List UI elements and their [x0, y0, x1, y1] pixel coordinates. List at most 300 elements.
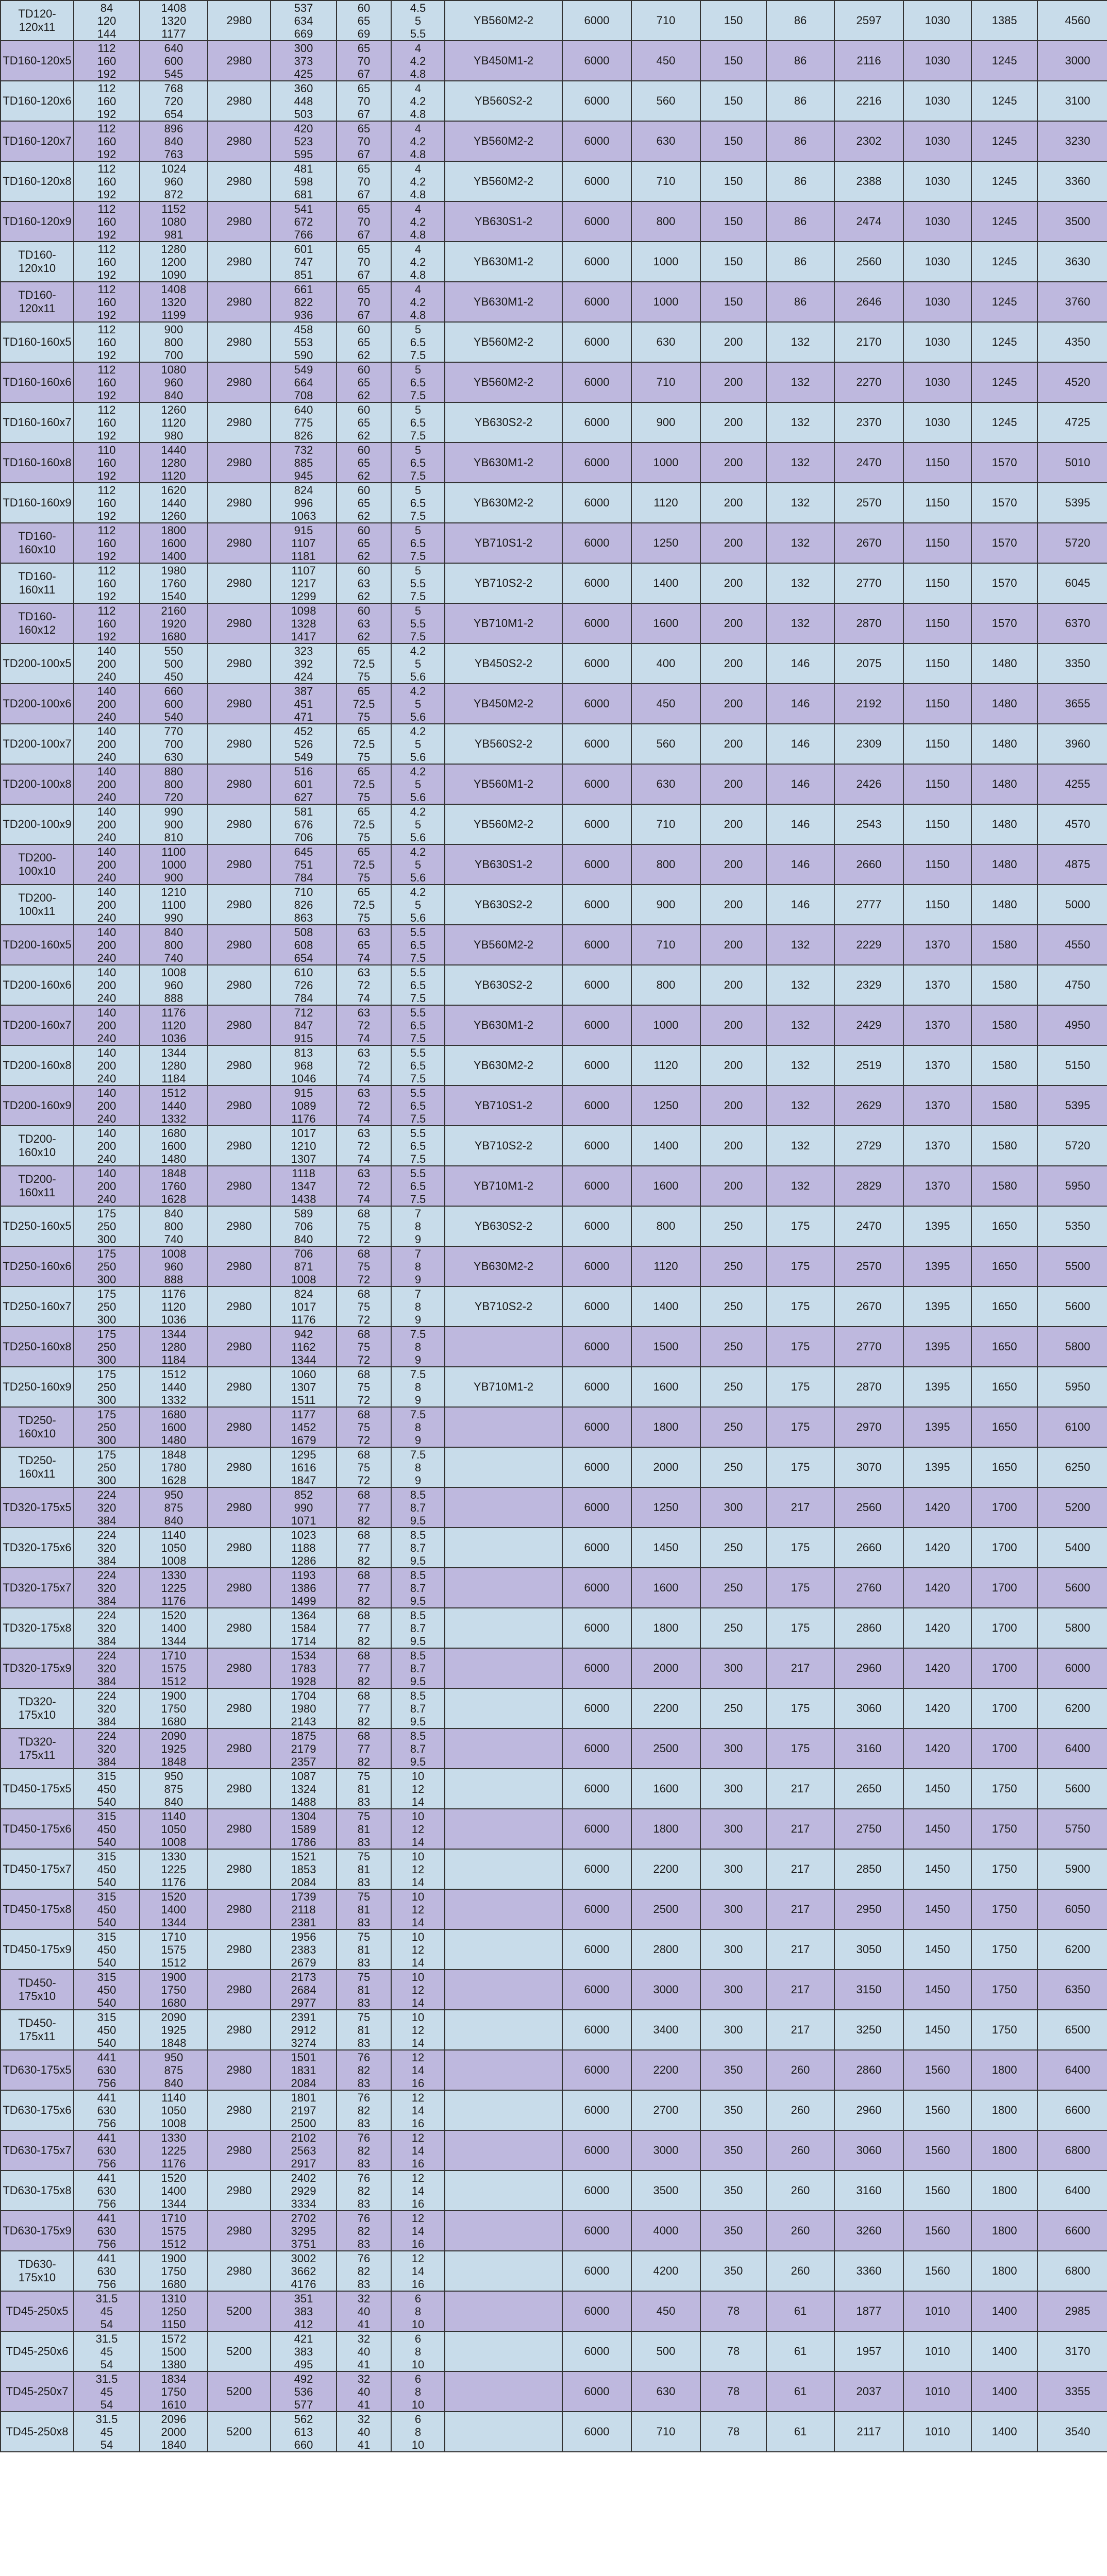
cell-power: 1801 2197 2500: [271, 2090, 337, 2130]
cell-width: 1150: [903, 523, 971, 563]
cell-length: 3050: [834, 1929, 903, 1970]
cell-flow: 112 160 192: [74, 322, 140, 362]
cell-discharge-dia: 260: [766, 2211, 834, 2251]
cell-speed: 2980: [208, 1246, 271, 1286]
cell-speed: 2980: [208, 1929, 271, 1970]
cell-length: 2629: [834, 1086, 903, 1126]
cell-width: 1395: [903, 1246, 971, 1286]
cell-motor-model: YB710S2-2: [445, 1286, 562, 1327]
cell-efficiency: 60 65 69: [337, 1, 391, 41]
cell-length: 2560: [834, 242, 903, 282]
cell-width: 1420: [903, 1487, 971, 1528]
cell-model: TD450-175x8: [1, 1889, 74, 1929]
cell-efficiency: 75 81 83: [337, 1929, 391, 1970]
cell-voltage: 6000: [562, 242, 631, 282]
cell-motor-power: 560: [631, 81, 700, 121]
cell-efficiency: 60 65 62: [337, 322, 391, 362]
cell-npsh: 5.5 6.5 7.5: [391, 1086, 445, 1126]
cell-head: 1680 1600 1480: [140, 1126, 208, 1166]
cell-length: 2660: [834, 1528, 903, 1568]
cell-voltage: 6000: [562, 1005, 631, 1045]
cell-head: 1008 960 888: [140, 1246, 208, 1286]
cell-weight: 3100: [1037, 81, 1107, 121]
cell-npsh: 12 14 16: [391, 2090, 445, 2130]
cell-flow: 112 160 192: [74, 242, 140, 282]
cell-efficiency: 68 75 72: [337, 1206, 391, 1246]
cell-efficiency: 76 82 83: [337, 2090, 391, 2130]
cell-power: 1087 1324 1488: [271, 1769, 337, 1809]
cell-motor-model: [445, 1889, 562, 1929]
cell-width: 1560: [903, 2090, 971, 2130]
cell-suction-dia: 250: [700, 1246, 766, 1286]
cell-voltage: 6000: [562, 1447, 631, 1487]
cell-speed: 2980: [208, 362, 271, 402]
cell-weight: 3655: [1037, 684, 1107, 724]
cell-discharge-dia: 175: [766, 1447, 834, 1487]
cell-height: 1800: [971, 2090, 1037, 2130]
cell-suction-dia: 250: [700, 1568, 766, 1608]
cell-efficiency: 68 75 72: [337, 1327, 391, 1367]
cell-suction-dia: 200: [700, 322, 766, 362]
cell-voltage: 6000: [562, 483, 631, 523]
cell-height: 1650: [971, 1407, 1037, 1447]
cell-width: 1450: [903, 2010, 971, 2050]
cell-voltage: 6000: [562, 1045, 631, 1086]
cell-length: 3250: [834, 2010, 903, 2050]
cell-model: TD200-100x5: [1, 643, 74, 684]
cell-npsh: 8.5 8.7 9.5: [391, 1648, 445, 1688]
cell-length: 2770: [834, 1327, 903, 1367]
cell-head: 1512 1440 1332: [140, 1086, 208, 1126]
cell-weight: 4875: [1037, 844, 1107, 885]
cell-weight: 4255: [1037, 764, 1107, 804]
cell-suction-dia: 200: [700, 1166, 766, 1206]
cell-head: 1152 1080 981: [140, 201, 208, 242]
cell-discharge-dia: 146: [766, 804, 834, 844]
cell-motor-power: 1250: [631, 1086, 700, 1126]
cell-head: 1848 1760 1628: [140, 1166, 208, 1206]
cell-height: 1650: [971, 1447, 1037, 1487]
cell-speed: 2980: [208, 724, 271, 764]
cell-height: 1570: [971, 563, 1037, 603]
cell-discharge-dia: 260: [766, 2090, 834, 2130]
cell-suction-dia: 150: [700, 121, 766, 161]
cell-suction-dia: 200: [700, 443, 766, 483]
cell-power: 1739 2118 2381: [271, 1889, 337, 1929]
cell-power: 2173 2684 2977: [271, 1970, 337, 2010]
cell-speed: 2980: [208, 1447, 271, 1487]
cell-motor-power: 1120: [631, 483, 700, 523]
cell-discharge-dia: 217: [766, 2010, 834, 2050]
cell-length: 2075: [834, 643, 903, 684]
cell-motor-power: 4000: [631, 2211, 700, 2251]
cell-discharge-dia: 260: [766, 2050, 834, 2090]
cell-efficiency: 32 40 41: [337, 2331, 391, 2371]
cell-npsh: 4.2 5 5.6: [391, 804, 445, 844]
cell-power: 549 664 708: [271, 362, 337, 402]
cell-npsh: 4.5 5 5.5: [391, 1, 445, 41]
cell-flow: 31.5 45 54: [74, 2412, 140, 2452]
cell-width: 1450: [903, 1889, 971, 1929]
cell-power: 2391 2912 3274: [271, 2010, 337, 2050]
cell-suction-dia: 350: [700, 2050, 766, 2090]
table-row: [1, 322, 1107, 362]
cell-length: 2729: [834, 1126, 903, 1166]
table-row: [1, 1608, 1107, 1648]
cell-length: 2170: [834, 322, 903, 362]
cell-power: 300 373 425: [271, 41, 337, 81]
cell-width: 1030: [903, 242, 971, 282]
cell-height: 1750: [971, 1970, 1037, 2010]
cell-weight: 5350: [1037, 1206, 1107, 1246]
cell-efficiency: 68 75 72: [337, 1447, 391, 1487]
cell-motor-model: YB710S1-2: [445, 1086, 562, 1126]
cell-flow: 315 450 540: [74, 1889, 140, 1929]
cell-flow: 441 630 756: [74, 2251, 140, 2291]
cell-npsh: 5.5 6.5 7.5: [391, 965, 445, 1005]
cell-voltage: 6000: [562, 81, 631, 121]
cell-motor-power: 1400: [631, 1126, 700, 1166]
cell-discharge-dia: 146: [766, 764, 834, 804]
cell-efficiency: 68 77 82: [337, 1688, 391, 1728]
cell-speed: 2980: [208, 322, 271, 362]
cell-flow: 315 450 540: [74, 1929, 140, 1970]
cell-model: TD250-160x6: [1, 1246, 74, 1286]
cell-speed: 2980: [208, 1206, 271, 1246]
table-row: [1, 764, 1107, 804]
cell-speed: 2980: [208, 2130, 271, 2171]
cell-flow: 140 200 240: [74, 1045, 140, 1086]
cell-motor-power: 710: [631, 161, 700, 201]
cell-discharge-dia: 132: [766, 965, 834, 1005]
cell-width: 1420: [903, 1528, 971, 1568]
table-row: [1, 1, 1107, 41]
cell-npsh: 8.5 8.7 9.5: [391, 1528, 445, 1568]
cell-voltage: 6000: [562, 121, 631, 161]
cell-efficiency: 65 72.5 75: [337, 844, 391, 885]
cell-height: 1480: [971, 684, 1037, 724]
cell-power: 1501 1831 2084: [271, 2050, 337, 2090]
cell-motor-power: 2200: [631, 2050, 700, 2090]
cell-motor-model: YB630M1-2: [445, 443, 562, 483]
cell-head: 1330 1225 1176: [140, 2130, 208, 2171]
cell-efficiency: 63 72 74: [337, 1045, 391, 1086]
cell-height: 1580: [971, 1045, 1037, 1086]
cell-length: 1957: [834, 2331, 903, 2371]
cell-speed: 2980: [208, 161, 271, 201]
cell-suction-dia: 300: [700, 1728, 766, 1769]
cell-discharge-dia: 175: [766, 1286, 834, 1327]
cell-head: 1100 1000 900: [140, 844, 208, 885]
cell-motor-model: YB630S1-2: [445, 844, 562, 885]
cell-motor-model: [445, 1407, 562, 1447]
cell-speed: 2980: [208, 844, 271, 885]
cell-motor-model: YB560S2-2: [445, 724, 562, 764]
cell-motor-power: 1000: [631, 1005, 700, 1045]
cell-motor-model: YB630M2-2: [445, 483, 562, 523]
cell-motor-power: 2000: [631, 1447, 700, 1487]
cell-motor-power: 1600: [631, 1769, 700, 1809]
cell-width: 1010: [903, 2412, 971, 2452]
cell-model: TD320-175x6: [1, 1528, 74, 1568]
cell-efficiency: 63 72 74: [337, 1086, 391, 1126]
table-row: [1, 242, 1107, 282]
cell-discharge-dia: 175: [766, 1206, 834, 1246]
cell-width: 1395: [903, 1327, 971, 1367]
cell-discharge-dia: 217: [766, 1889, 834, 1929]
cell-motor-model: [445, 1688, 562, 1728]
cell-power: 3002 3662 4176: [271, 2251, 337, 2291]
cell-npsh: 4.2 5 5.6: [391, 844, 445, 885]
cell-discharge-dia: 86: [766, 201, 834, 242]
cell-width: 1010: [903, 2331, 971, 2371]
cell-width: 1370: [903, 1045, 971, 1086]
cell-weight: 6200: [1037, 1929, 1107, 1970]
cell-width: 1150: [903, 764, 971, 804]
cell-length: 2870: [834, 1367, 903, 1407]
cell-flow: 315 450 540: [74, 1809, 140, 1849]
cell-motor-model: YB560M2-2: [445, 804, 562, 844]
cell-motor-model: YB560M1-2: [445, 764, 562, 804]
cell-power: 458 553 590: [271, 322, 337, 362]
cell-flow: 31.5 45 54: [74, 2331, 140, 2371]
cell-model: TD450-175x9: [1, 1929, 74, 1970]
cell-model: TD630-175x7: [1, 2130, 74, 2171]
cell-weight: 3170: [1037, 2331, 1107, 2371]
cell-efficiency: 32 40 41: [337, 2371, 391, 2412]
cell-motor-power: 1500: [631, 1327, 700, 1367]
cell-power: 1295 1616 1847: [271, 1447, 337, 1487]
cell-head: 1800 1600 1400: [140, 523, 208, 563]
cell-model: TD160-160x9: [1, 483, 74, 523]
cell-head: 990 900 810: [140, 804, 208, 844]
table-row: [1, 1849, 1107, 1889]
cell-discharge-dia: 175: [766, 1688, 834, 1728]
cell-length: 2302: [834, 121, 903, 161]
cell-power: 1023 1188 1286: [271, 1528, 337, 1568]
cell-discharge-dia: 175: [766, 1367, 834, 1407]
cell-npsh: 6 8 10: [391, 2291, 445, 2331]
cell-motor-power: 1600: [631, 1367, 700, 1407]
cell-height: 1580: [971, 1126, 1037, 1166]
cell-npsh: 4 4.2 4.8: [391, 201, 445, 242]
table-row: [1, 1407, 1107, 1447]
cell-voltage: 6000: [562, 1086, 631, 1126]
cell-head: 950 875 840: [140, 2050, 208, 2090]
table-row: [1, 81, 1107, 121]
table-row: [1, 2050, 1107, 2090]
cell-suction-dia: 200: [700, 603, 766, 643]
cell-model: TD45-250x6: [1, 2331, 74, 2371]
cell-length: 2474: [834, 201, 903, 242]
cell-efficiency: 68 77 82: [337, 1608, 391, 1648]
cell-model: TD200-100x6: [1, 684, 74, 724]
cell-discharge-dia: 217: [766, 1929, 834, 1970]
cell-motor-model: YB630S1-2: [445, 201, 562, 242]
cell-motor-model: [445, 1929, 562, 1970]
cell-flow: 140 200 240: [74, 885, 140, 925]
cell-power: 915 1107 1181: [271, 523, 337, 563]
cell-model: TD200-160x10: [1, 1126, 74, 1166]
cell-npsh: 5 6.5 7.5: [391, 322, 445, 362]
cell-speed: 2980: [208, 483, 271, 523]
cell-suction-dia: 350: [700, 2130, 766, 2171]
cell-motor-model: [445, 1728, 562, 1769]
table-row: [1, 1327, 1107, 1367]
cell-model: TD630-175x8: [1, 2171, 74, 2211]
cell-width: 1420: [903, 1608, 971, 1648]
cell-motor-model: [445, 2211, 562, 2251]
cell-efficiency: 68 77 82: [337, 1728, 391, 1769]
cell-height: 1245: [971, 362, 1037, 402]
cell-flow: 140 200 240: [74, 804, 140, 844]
cell-npsh: 8.5 8.7 9.5: [391, 1608, 445, 1648]
cell-power: 1364 1584 1714: [271, 1608, 337, 1648]
cell-weight: 5400: [1037, 1528, 1107, 1568]
cell-motor-power: 3000: [631, 2130, 700, 2171]
cell-npsh: 5 5.5 7.5: [391, 603, 445, 643]
cell-width: 1560: [903, 2251, 971, 2291]
cell-motor-model: YB560M2-2: [445, 161, 562, 201]
cell-flow: 112 160 192: [74, 603, 140, 643]
cell-motor-power: 2800: [631, 1929, 700, 1970]
cell-length: 2309: [834, 724, 903, 764]
cell-efficiency: 63 72 74: [337, 965, 391, 1005]
cell-npsh: 5 6.5 7.5: [391, 443, 445, 483]
cell-power: 421 383 495: [271, 2331, 337, 2371]
cell-weight: 6600: [1037, 2090, 1107, 2130]
table-row: [1, 1528, 1107, 1568]
cell-length: 2037: [834, 2371, 903, 2412]
cell-efficiency: 65 70 67: [337, 121, 391, 161]
cell-head: 1900 1750 1680: [140, 2251, 208, 2291]
cell-weight: 6600: [1037, 2211, 1107, 2251]
cell-discharge-dia: 86: [766, 41, 834, 81]
cell-power: 360 448 503: [271, 81, 337, 121]
table-row: [1, 724, 1107, 764]
cell-flow: 441 630 756: [74, 2130, 140, 2171]
cell-model: TD160-160x10: [1, 523, 74, 563]
cell-motor-model: YB710M1-2: [445, 603, 562, 643]
cell-height: 1245: [971, 201, 1037, 242]
cell-motor-power: 800: [631, 1206, 700, 1246]
cell-npsh: 7.5 8 9: [391, 1367, 445, 1407]
cell-power: 1521 1853 2084: [271, 1849, 337, 1889]
cell-npsh: 7 8 9: [391, 1286, 445, 1327]
cell-suction-dia: 200: [700, 804, 766, 844]
cell-head: 1834 1750 1610: [140, 2371, 208, 2412]
cell-voltage: 6000: [562, 1367, 631, 1407]
cell-npsh: 7.5 8 9: [391, 1447, 445, 1487]
cell-model: TD200-160x11: [1, 1166, 74, 1206]
table-row: [1, 41, 1107, 81]
cell-power: 452 526 549: [271, 724, 337, 764]
cell-model: TD160-160x6: [1, 362, 74, 402]
cell-discharge-dia: 86: [766, 282, 834, 322]
cell-model: TD320-175x5: [1, 1487, 74, 1528]
cell-weight: 4725: [1037, 402, 1107, 443]
cell-weight: 6800: [1037, 2251, 1107, 2291]
cell-flow: 112 160 192: [74, 201, 140, 242]
table-row: [1, 844, 1107, 885]
cell-discharge-dia: 175: [766, 1568, 834, 1608]
cell-width: 1010: [903, 2291, 971, 2331]
cell-head: 900 800 700: [140, 322, 208, 362]
cell-efficiency: 65 72.5 75: [337, 804, 391, 844]
cell-model: TD160-160x7: [1, 402, 74, 443]
cell-npsh: 5 6.5 7.5: [391, 523, 445, 563]
cell-voltage: 6000: [562, 764, 631, 804]
cell-model: TD320-175x10: [1, 1688, 74, 1728]
cell-discharge-dia: 132: [766, 322, 834, 362]
table-row: [1, 1769, 1107, 1809]
cell-weight: 5200: [1037, 1487, 1107, 1528]
cell-model: TD630-175x6: [1, 2090, 74, 2130]
cell-power: 640 775 826: [271, 402, 337, 443]
cell-model: TD160-120x6: [1, 81, 74, 121]
cell-flow: 175 250 300: [74, 1327, 140, 1367]
cell-weight: 5800: [1037, 1608, 1107, 1648]
cell-efficiency: 65 70 67: [337, 242, 391, 282]
cell-motor-model: YB630M1-2: [445, 1005, 562, 1045]
cell-speed: 2980: [208, 1809, 271, 1849]
table-row: [1, 2171, 1107, 2211]
cell-length: 2670: [834, 1286, 903, 1327]
table-row: [1, 1246, 1107, 1286]
cell-speed: 2980: [208, 1528, 271, 1568]
cell-discharge-dia: 132: [766, 362, 834, 402]
cell-motor-model: [445, 1528, 562, 1568]
cell-head: 1900 1750 1680: [140, 1688, 208, 1728]
cell-discharge-dia: 132: [766, 1086, 834, 1126]
cell-width: 1395: [903, 1206, 971, 1246]
cell-height: 1580: [971, 1005, 1037, 1045]
cell-speed: 2980: [208, 1126, 271, 1166]
cell-flow: 112 160 192: [74, 402, 140, 443]
cell-width: 1010: [903, 2371, 971, 2412]
cell-head: 1900 1750 1680: [140, 1970, 208, 2010]
cell-suction-dia: 250: [700, 1447, 766, 1487]
cell-power: 732 885 945: [271, 443, 337, 483]
cell-head: 1344 1280 1184: [140, 1045, 208, 1086]
cell-flow: 140 200 240: [74, 724, 140, 764]
cell-efficiency: 68 75 72: [337, 1246, 391, 1286]
cell-motor-model: YB630M1-2: [445, 242, 562, 282]
cell-motor-model: [445, 1648, 562, 1688]
cell-discharge-dia: 86: [766, 161, 834, 201]
cell-power: 1956 2383 2679: [271, 1929, 337, 1970]
table-row: [1, 121, 1107, 161]
cell-power: 610 726 784: [271, 965, 337, 1005]
cell-suction-dia: 200: [700, 643, 766, 684]
cell-width: 1030: [903, 161, 971, 201]
cell-motor-model: [445, 1608, 562, 1648]
cell-discharge-dia: 86: [766, 1, 834, 41]
cell-width: 1150: [903, 603, 971, 643]
cell-motor-power: 2200: [631, 1688, 700, 1728]
cell-discharge-dia: 132: [766, 1126, 834, 1166]
cell-discharge-dia: 260: [766, 2171, 834, 2211]
cell-head: 1260 1120 980: [140, 402, 208, 443]
cell-flow: 224 320 384: [74, 1648, 140, 1688]
cell-motor-model: YB450S2-2: [445, 643, 562, 684]
cell-weight: 6500: [1037, 2010, 1107, 2050]
cell-voltage: 6000: [562, 1407, 631, 1447]
cell-power: 1193 1386 1499: [271, 1568, 337, 1608]
cell-speed: 5200: [208, 2412, 271, 2452]
cell-length: 2950: [834, 1889, 903, 1929]
cell-efficiency: 60 65 62: [337, 483, 391, 523]
